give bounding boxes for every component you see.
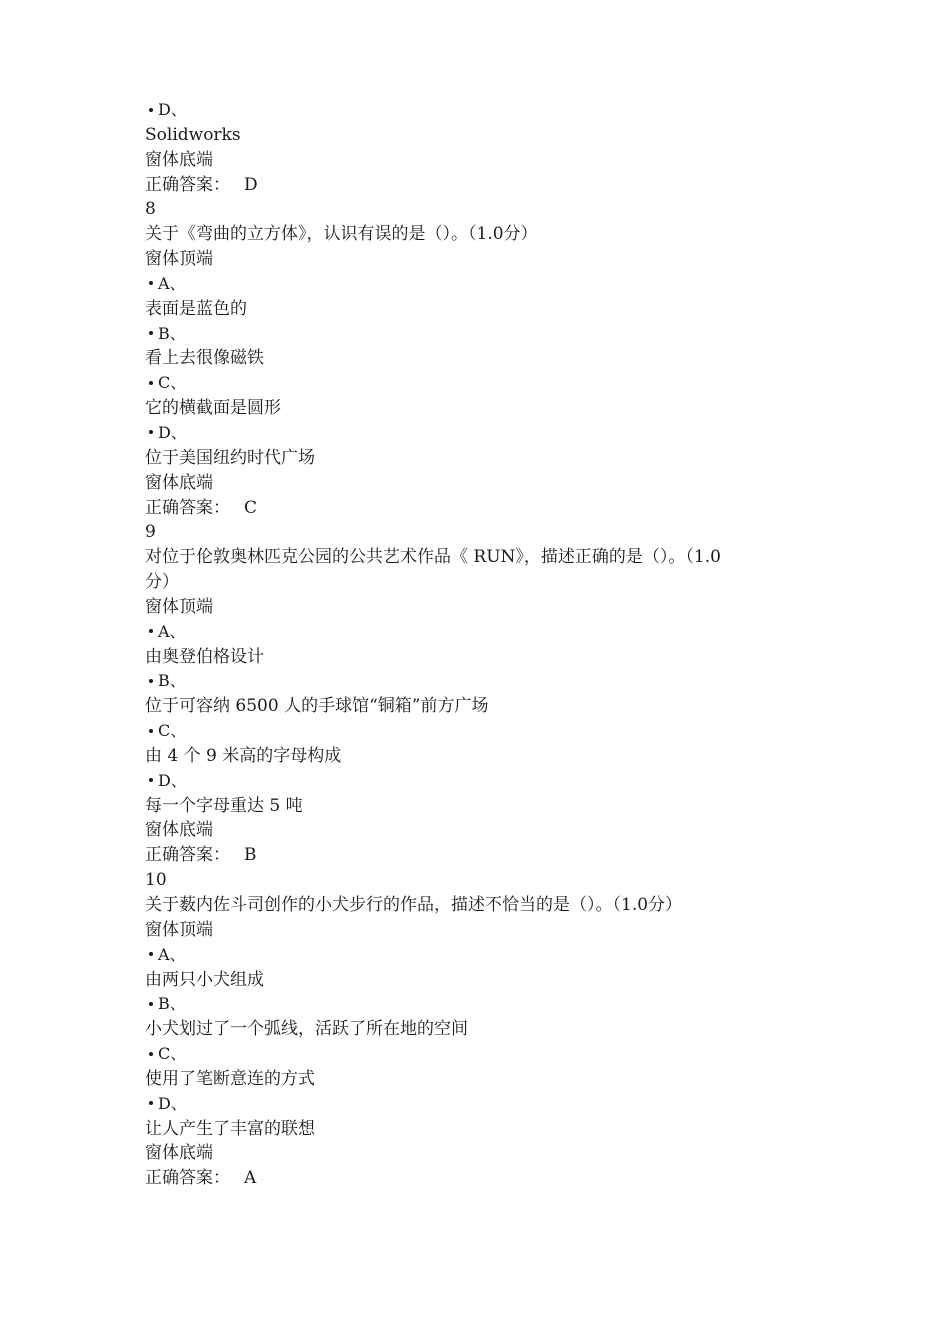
option-letter-text: D、 bbox=[158, 770, 187, 790]
option-letter bbox=[145, 769, 825, 794]
option-letter-text: D、 bbox=[158, 1093, 187, 1113]
correct-answer-label: 正确答案： bbox=[145, 174, 230, 195]
bullet-icon bbox=[149, 430, 153, 434]
text-line: 由 4 个 9 米高的字母构成 bbox=[145, 745, 342, 766]
option-letter-text: C、 bbox=[158, 721, 187, 741]
text-line: 每一个字母重达 5 吨 bbox=[145, 795, 303, 816]
option-letter bbox=[145, 371, 825, 396]
bullet-icon bbox=[149, 281, 153, 285]
text-line: 10 bbox=[145, 870, 167, 891]
option-letter-text: B、 bbox=[158, 323, 186, 343]
text-line: 表面是蓝色的 bbox=[145, 298, 247, 319]
text-line: 让人产生了丰富的联想 bbox=[145, 1118, 315, 1139]
option-letter bbox=[145, 272, 825, 297]
option-letter-text: C、 bbox=[158, 1044, 187, 1064]
correct-answer bbox=[145, 1166, 825, 1191]
correct-answer-value: D bbox=[244, 174, 258, 195]
correct-answer-value: B bbox=[244, 845, 257, 866]
option-letter bbox=[145, 98, 825, 123]
text-line: 窗体顶端 bbox=[145, 596, 213, 617]
option-letter bbox=[145, 943, 825, 968]
text-line: 它的横截面是圆形 bbox=[145, 398, 281, 419]
correct-answer bbox=[145, 173, 825, 198]
bullet-icon bbox=[149, 381, 153, 385]
text-line: 由奥登伯格设计 bbox=[145, 646, 264, 667]
correct-answer bbox=[145, 843, 825, 868]
text-line: 位于美国纽约时代广场 bbox=[145, 447, 315, 468]
text-line: 使用了笔断意连的方式 bbox=[145, 1068, 315, 1089]
option-letter-text: A、 bbox=[158, 621, 186, 641]
option-letter bbox=[145, 1092, 825, 1117]
text-line: 窗体顶端 bbox=[145, 249, 213, 270]
text-line: 关于薮内佐斗司创作的小犬步行的作品，描述不恰当的是（）。（1.0分） bbox=[145, 895, 683, 915]
option-letter-text: B、 bbox=[158, 994, 186, 1014]
text-line: 由两只小犬组成 bbox=[145, 969, 264, 990]
text-line: 窗体底端 bbox=[145, 820, 213, 841]
option-letter-text: D、 bbox=[158, 422, 187, 442]
correct-answer-label: 正确答案： bbox=[145, 1168, 230, 1189]
option-letter bbox=[145, 1042, 825, 1067]
bullet-icon bbox=[149, 629, 153, 633]
bullet-icon bbox=[149, 1002, 153, 1006]
bullet-icon bbox=[149, 729, 153, 733]
correct-answer-label: 正确答案： bbox=[145, 845, 230, 866]
text-line: 窗体顶端 bbox=[145, 919, 213, 940]
bullet-icon bbox=[149, 331, 153, 335]
bullet-icon bbox=[149, 1101, 153, 1105]
option-letter-text: B、 bbox=[158, 671, 186, 691]
text-line: 9 bbox=[145, 522, 156, 543]
option-letter-text: A、 bbox=[158, 273, 186, 293]
text-line: Solidworks bbox=[145, 124, 241, 145]
text-line: 窗体底端 bbox=[145, 149, 213, 170]
correct-answer-value: A bbox=[244, 1168, 257, 1189]
option-letter bbox=[145, 620, 825, 645]
text-line: 窗体底端 bbox=[145, 1143, 213, 1164]
correct-answer-value: C bbox=[244, 497, 258, 518]
bullet-icon bbox=[149, 778, 153, 782]
text-line: 分） bbox=[145, 572, 179, 593]
option-letter bbox=[145, 322, 825, 347]
document-body bbox=[145, 98, 825, 1191]
option-letter bbox=[145, 719, 825, 744]
text-line: 窗体底端 bbox=[145, 472, 213, 493]
option-letter bbox=[145, 669, 825, 694]
bullet-icon bbox=[149, 1052, 153, 1056]
text-line: 看上去很像磁铁 bbox=[145, 348, 264, 369]
text-line: 关于《弯曲的立方体》，认识有误的是（）。（1.0分） bbox=[145, 224, 538, 245]
option-letter bbox=[145, 992, 825, 1017]
text-line: 8 bbox=[145, 199, 156, 220]
option-letter bbox=[145, 421, 825, 446]
option-letter-text: C、 bbox=[158, 373, 187, 393]
text-line: 对位于伦敦奥林匹克公园的公共艺术作品《 RUN》，描述正确的是（）。（1.0 bbox=[145, 547, 721, 568]
option-letter-text: A、 bbox=[158, 944, 186, 964]
correct-answer-label: 正确答案： bbox=[145, 497, 230, 518]
bullet-icon bbox=[149, 952, 153, 956]
bullet-icon bbox=[149, 108, 153, 112]
bullet-icon bbox=[149, 679, 153, 683]
correct-answer bbox=[145, 496, 825, 521]
text-line: 小犬划过了一个弧线，活跃了所在地的空间 bbox=[145, 1019, 468, 1040]
text-line: 位于可容纳 6500 人的手球馆“铜箱”前方广场 bbox=[145, 696, 489, 717]
option-letter-text: D、 bbox=[158, 100, 187, 119]
